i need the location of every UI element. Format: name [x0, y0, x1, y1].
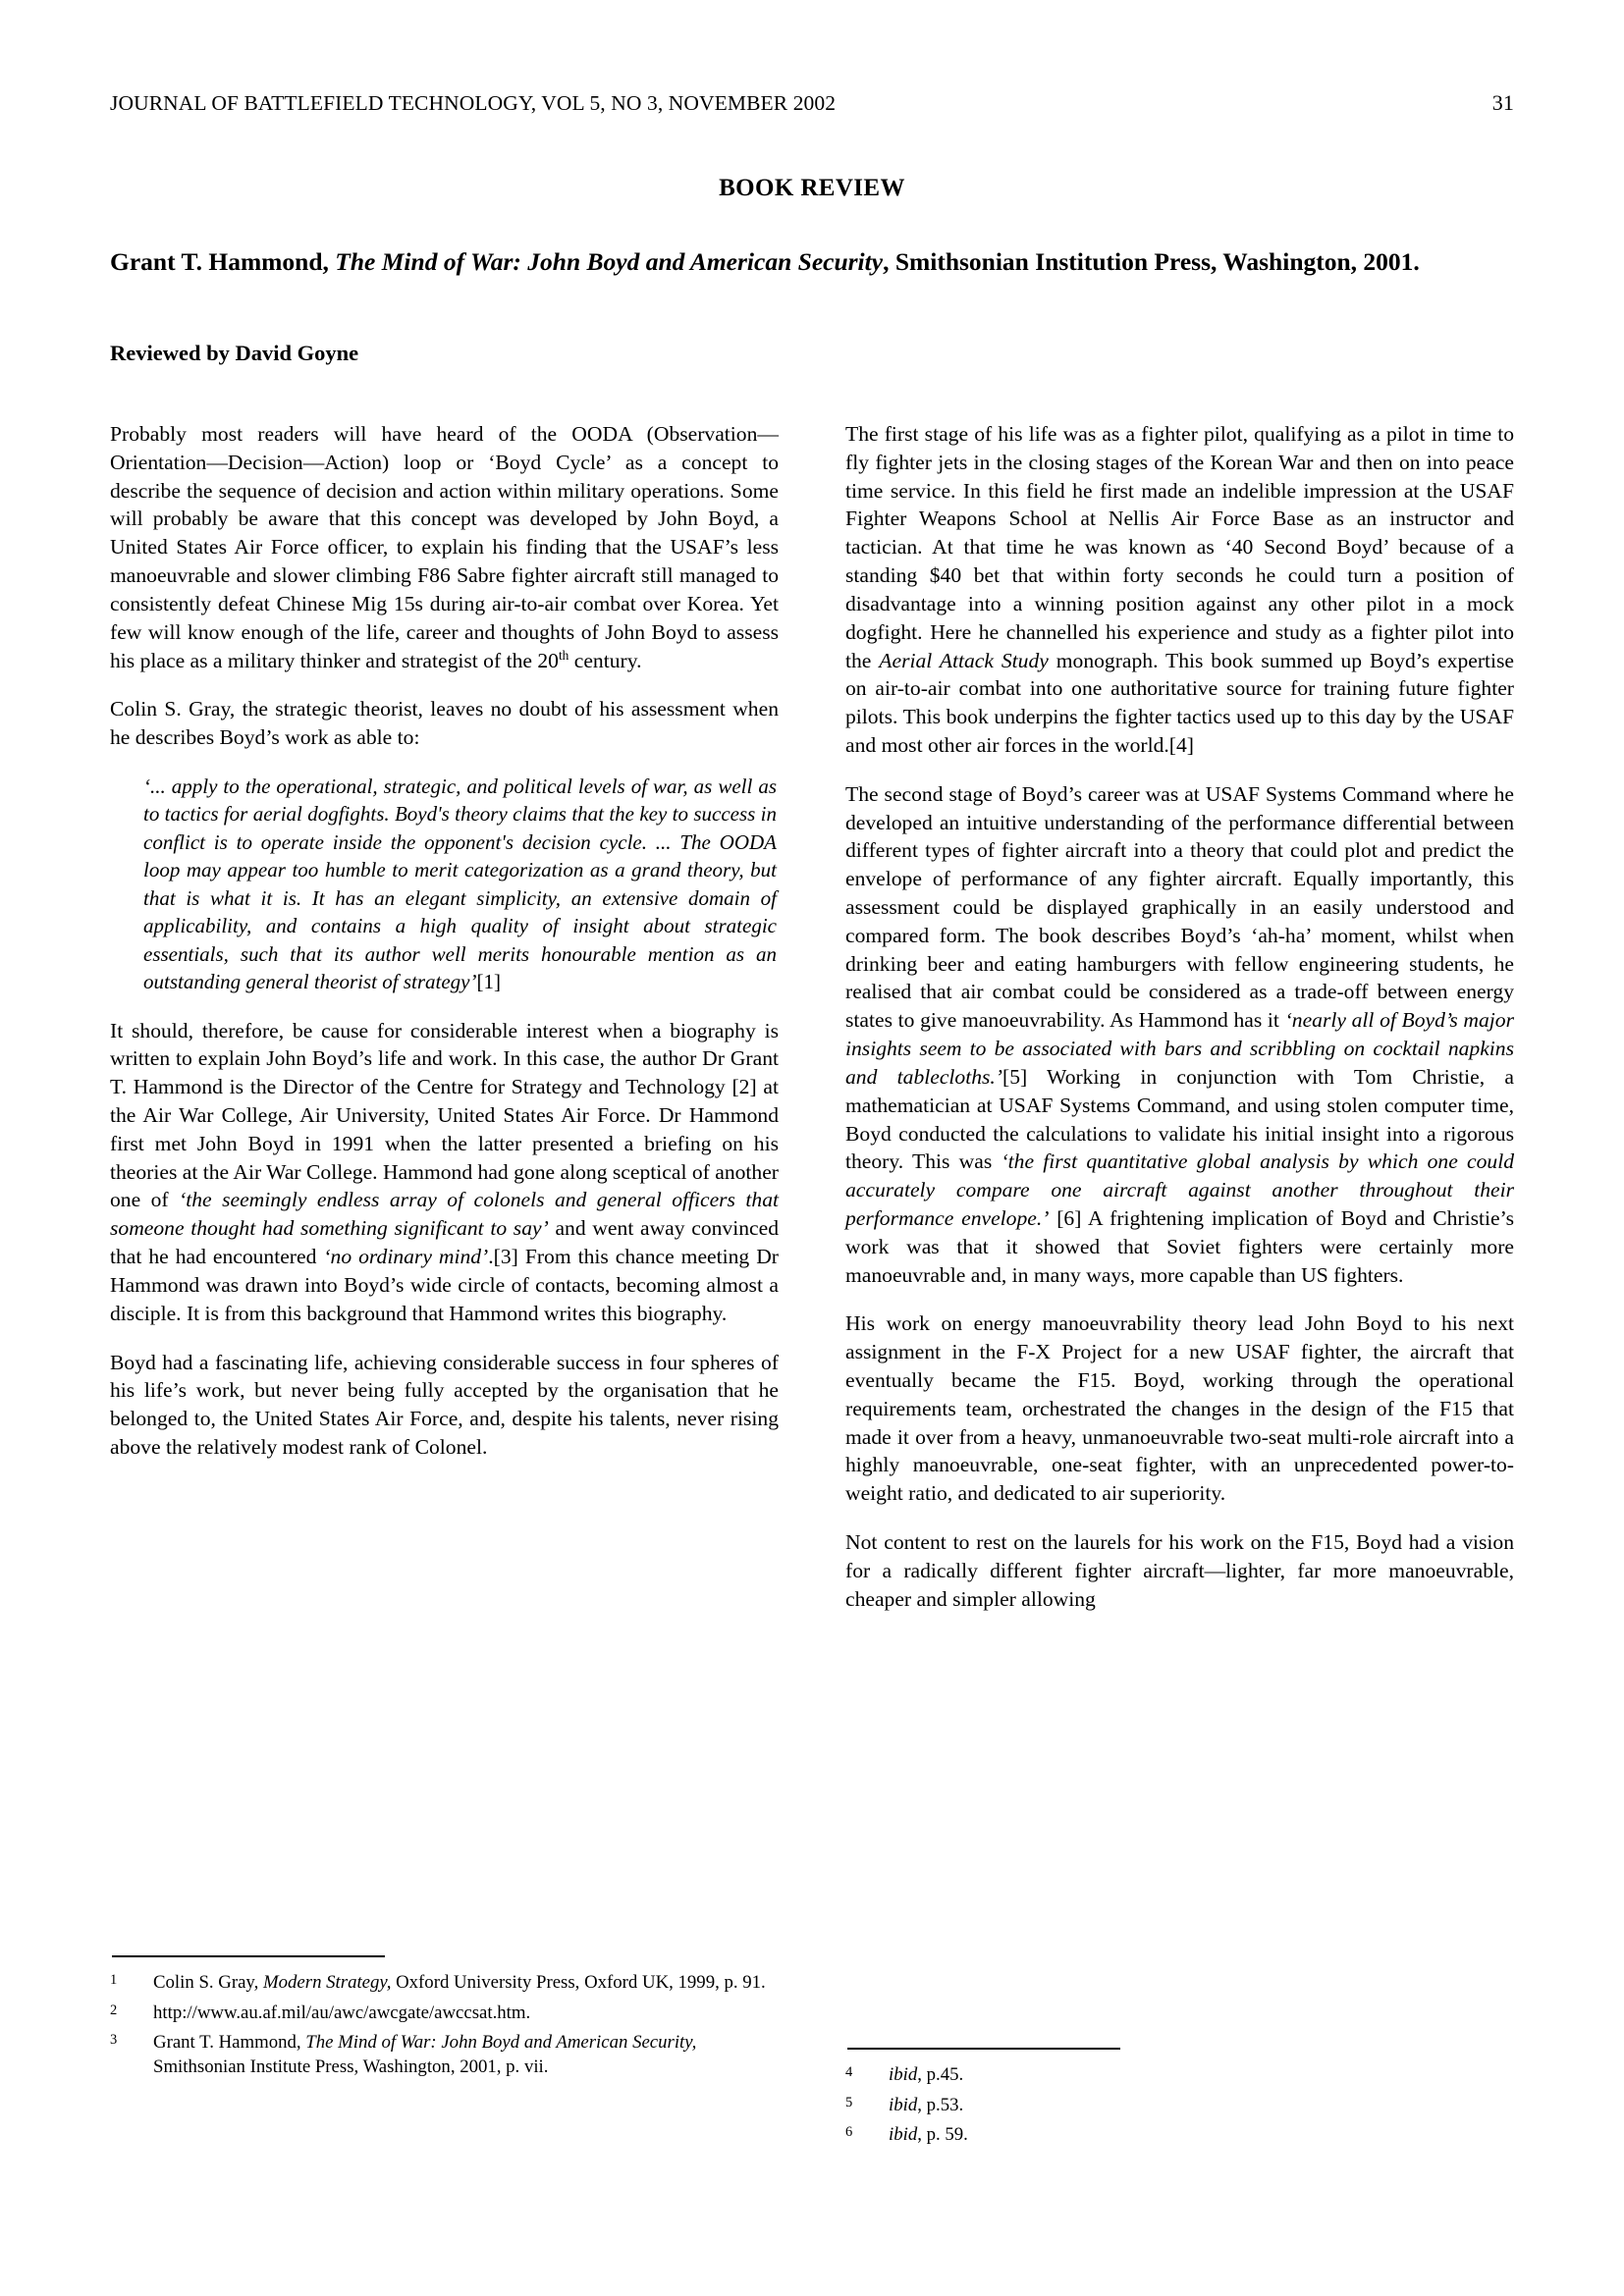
footnote-post: , p.53.	[917, 2094, 964, 2115]
footnote-text	[889, 2063, 1514, 2088]
body-columns	[110, 420, 1514, 1873]
footnote-item	[845, 2063, 1514, 2088]
footnote-text	[889, 2094, 1514, 2118]
footnote-ibid: ibid	[889, 2094, 918, 2115]
inline-quote: ‘the first quantitative global analysis by which one could accurately compare one aircraft against another throughout their performance envelope.’	[845, 1149, 1514, 1230]
book-author: Grant T. Hammond,	[110, 247, 329, 276]
footnote-italic-title: The Mind of War: John Boyd and American Security,	[305, 2032, 697, 2054]
footnote-number: 5	[845, 2094, 853, 2110]
paragraph-text: The first stage of his life was as a fighter pilot, qualifying as a pilot in time to fly fighter jets in the closing stages of the Korean War and then on into peace time service. In this field he first made an indelible impression at the USAF Fighter Weapons School at Nellis Air Force Base as an instructor and tactician. At that time he was known as ‘40 Second Boyd’ because of a standing $40 bet that within forty seconds he could turn a position of disadvantage into a winning position against any other pilot in a mock dogfight. Here he channelled his experience and study as a fighter pilot into the	[845, 422, 1514, 672]
footnote-url[interactable]: http://www.au.af.mil/au/awc/awcgate/awccsat.htm.	[153, 2002, 531, 2023]
quote-reference: [1]	[476, 970, 501, 994]
footnote-post: , p. 59.	[917, 2124, 968, 2146]
paragraph-text: [5] Working in conjunction with Tom Christie, a mathematician at USAF Systems Command, and using stolen computer time, Boyd conducted the calculations to validate his initial insight into a rigorous theory. This was	[845, 1064, 1514, 1174]
paragraph	[110, 1017, 779, 1328]
paragraph	[110, 420, 779, 674]
monograph-title: Aerial Attack Study	[879, 648, 1049, 672]
journal-title-line: JOURNAL OF BATTLEFIELD TECHNOLOGY, VOL 5, NO 3, NOVEMBER 2002	[110, 91, 837, 115]
paragraph: Not content to rest on the laurels for his work on the F15, Boyd had a vision for a radically different fighter aircraft—lighter, far more manoeuvrable, cheaper and simpler allowing	[845, 1530, 1514, 1611]
book-title: The Mind of War: John Boyd and American Security	[335, 247, 884, 276]
inline-quote: ‘no ordinary mind’	[323, 1245, 489, 1269]
footnote-post: , p.45.	[917, 2064, 964, 2085]
inline-quote: ‘the seemingly endless array of colonels and general officers that someone thought had something significant to say’	[110, 1188, 780, 1241]
page-number: 31	[1491, 90, 1514, 115]
paragraph: His work on energy manoeuvrability theory lead John Boyd to his next assignment in the F-X Project for a new USAF fighter, the aircraft that eventually became the F15. Boyd, working through the operational requirements team, orchestrated the changes in the design of the F15 that made it over from a heavy, unmanoeuvrable two-seat multi-role aircraft into a highly manoeuvrable, one-seat fighter, with an unprecedented power-to-weight ratio, and dedicated to air superiority.	[845, 1311, 1514, 1506]
book-publisher: , Smithsonian Institution Press, Washington, 2001.	[883, 247, 1420, 276]
running-head	[110, 90, 1514, 116]
paragraph: Boyd had a fascinating life, achieving considerable success in four spheres of his life’s work, but never being fully accepted by the organisation that he belonged to, the United States Air Force, and, despite his talents, never rising above the relatively modest rank of Colonel.	[110, 1350, 779, 1459]
footnote-ibid: ibid	[889, 2124, 918, 2146]
footnote-separator-rule	[112, 1955, 385, 1957]
paragraph: Colin S. Gray, the strategic theorist, leaves no doubt of his assessment when he describes Boyd’s work as able to:	[110, 697, 779, 750]
footnote-item	[845, 2123, 1514, 2148]
left-column	[110, 420, 779, 1873]
footnote-post: Oxford University Press, Oxford UK, 1999, p. 91.	[391, 1972, 766, 1993]
footnote-text	[153, 2031, 779, 2079]
paragraph-text: It should, therefore, be cause for considerable interest when a biography is written to explain John Boyd’s life and work. In this case, the author Dr Grant T. Hammond is the Director of the Centre for Strategy and Technology [2] at the Air War College, Air University, United States Air Force. Dr Hammond first met John Boyd in 1991 when the latter presented a briefing on his theories at the Air War College. Hammond had gone along sceptical of another one of	[110, 1018, 779, 1212]
footnote-item	[845, 2094, 1514, 2118]
paragraph-text: The second stage of Boyd’s career was at USAF Systems Command where he developed an intuitive understanding of the performance differential between different types of fighter aircraft into a theory that could plot and predict the envelope of performance of any fighter aircraft. Equally importantly, this assessment could be displayed graphically in an easily understood and compared form. The book describes Boyd’s ‘ah-ha’ moment, whilst when drinking beer and eating hamburgers with fellow engineering students, he realised that air combat could be considered as a trade-off between energy states to give manoeuvrability. As Hammond has it	[845, 781, 1514, 1033]
footnote-number: 1	[110, 1972, 118, 1988]
book-heading	[110, 245, 1514, 279]
paragraph-text: [6] A frightening implication of Boyd and Christie’s work was that it showed that Soviet fighters were certainly more manoeuvrable and, in many ways, more capable than US fighters.	[845, 1205, 1514, 1287]
paragraph	[845, 780, 1514, 1290]
ordinal-suffix: th	[558, 647, 569, 663]
footnote-number: 6	[845, 2124, 853, 2141]
block-quote	[143, 773, 777, 996]
right-column	[845, 420, 1514, 1873]
footnote-number: 4	[845, 2064, 853, 2080]
footnote-number: 2	[110, 2002, 118, 2018]
footnotes-right	[845, 2048, 1514, 2154]
footnote-post: Smithsonian Institute Press, Washington, 2001, p. vii.	[153, 2056, 549, 2077]
footnote-text	[153, 1971, 779, 1996]
footnote-number: 3	[110, 2032, 118, 2049]
footnote-italic-title: Modern Strategy,	[263, 1972, 392, 1993]
footnote-pre: Grant T. Hammond,	[153, 2032, 306, 2054]
footnote-item	[110, 1971, 779, 1996]
paragraph-text: and went away convinced that he had encountered	[110, 1216, 779, 1269]
paragraph-text: .[3] From this chance meeting Dr Hammond was drawn into Boyd’s wide circle of contacts, becoming almost a disciple. It is from this background that Hammond writes this biography.	[110, 1245, 779, 1325]
reviewer-byline: Reviewed by David Goyne	[110, 341, 359, 365]
inline-quote: ‘nearly all of Boyd’s major insights seem to be associated with bars and scribbling on cocktail napkins and tablecloths.’	[845, 1008, 1514, 1089]
footnote-separator-rule	[847, 2048, 1120, 2050]
footnote-text	[889, 2123, 1514, 2148]
footnote-item	[110, 2031, 779, 2079]
paragraph-tail: century.	[568, 648, 642, 672]
footnote-text	[153, 2002, 779, 2026]
footnote-pre: Colin S. Gray,	[153, 1972, 263, 1993]
section-title: BOOK REVIEW	[719, 175, 905, 201]
paragraph-tail: monograph. This book summed up Boyd’s expertise on air-to-air combat into one authoritative source for training future fighter pilots. This book underpins the fighter tactics used up to this day by the USAF and most other air forces in the world.[4]	[845, 648, 1515, 757]
quote-text: ‘... apply to the operational, strategic, and political levels of war, as well as to tactics for aerial dogfights. Boyd's theory claims that the key to success in conflict is to operate inside the opponent's decision cycle. ... The OODA loop may appear too humble to merit categorization as a grand theory, but that is what it is. It has an elegant simplicity, an extensive domain of applicability, and contains a high quality of insight about strategic essentials, such that its author well merits honourable mention as an outstanding general theorist of strategy’	[143, 774, 777, 994]
paragraph-text: Probably most readers will have heard of the OODA (Observation—Orientation—Decision—Action) loop or ‘Boyd Cycle’ as a concept to describe the sequence of decision and action within military operations. Some will probably be aware that this concept was developed by John Boyd, a United States Air Force officer, to explain his finding that the USAF’s less manoeuvrable and slower climbing F86 Sabre fighter aircraft still managed to consistently defeat Chinese Mig 15s during air-to-air combat over Korea. Yet few will know enough of the life, career and thoughts of John Boyd to assess his place as a military thinker and strategist of the 20	[110, 422, 779, 672]
footnotes-left	[110, 1955, 779, 2085]
footnote-item	[110, 2002, 779, 2026]
paragraph	[845, 420, 1514, 760]
footnote-ibid: ibid	[889, 2064, 918, 2085]
